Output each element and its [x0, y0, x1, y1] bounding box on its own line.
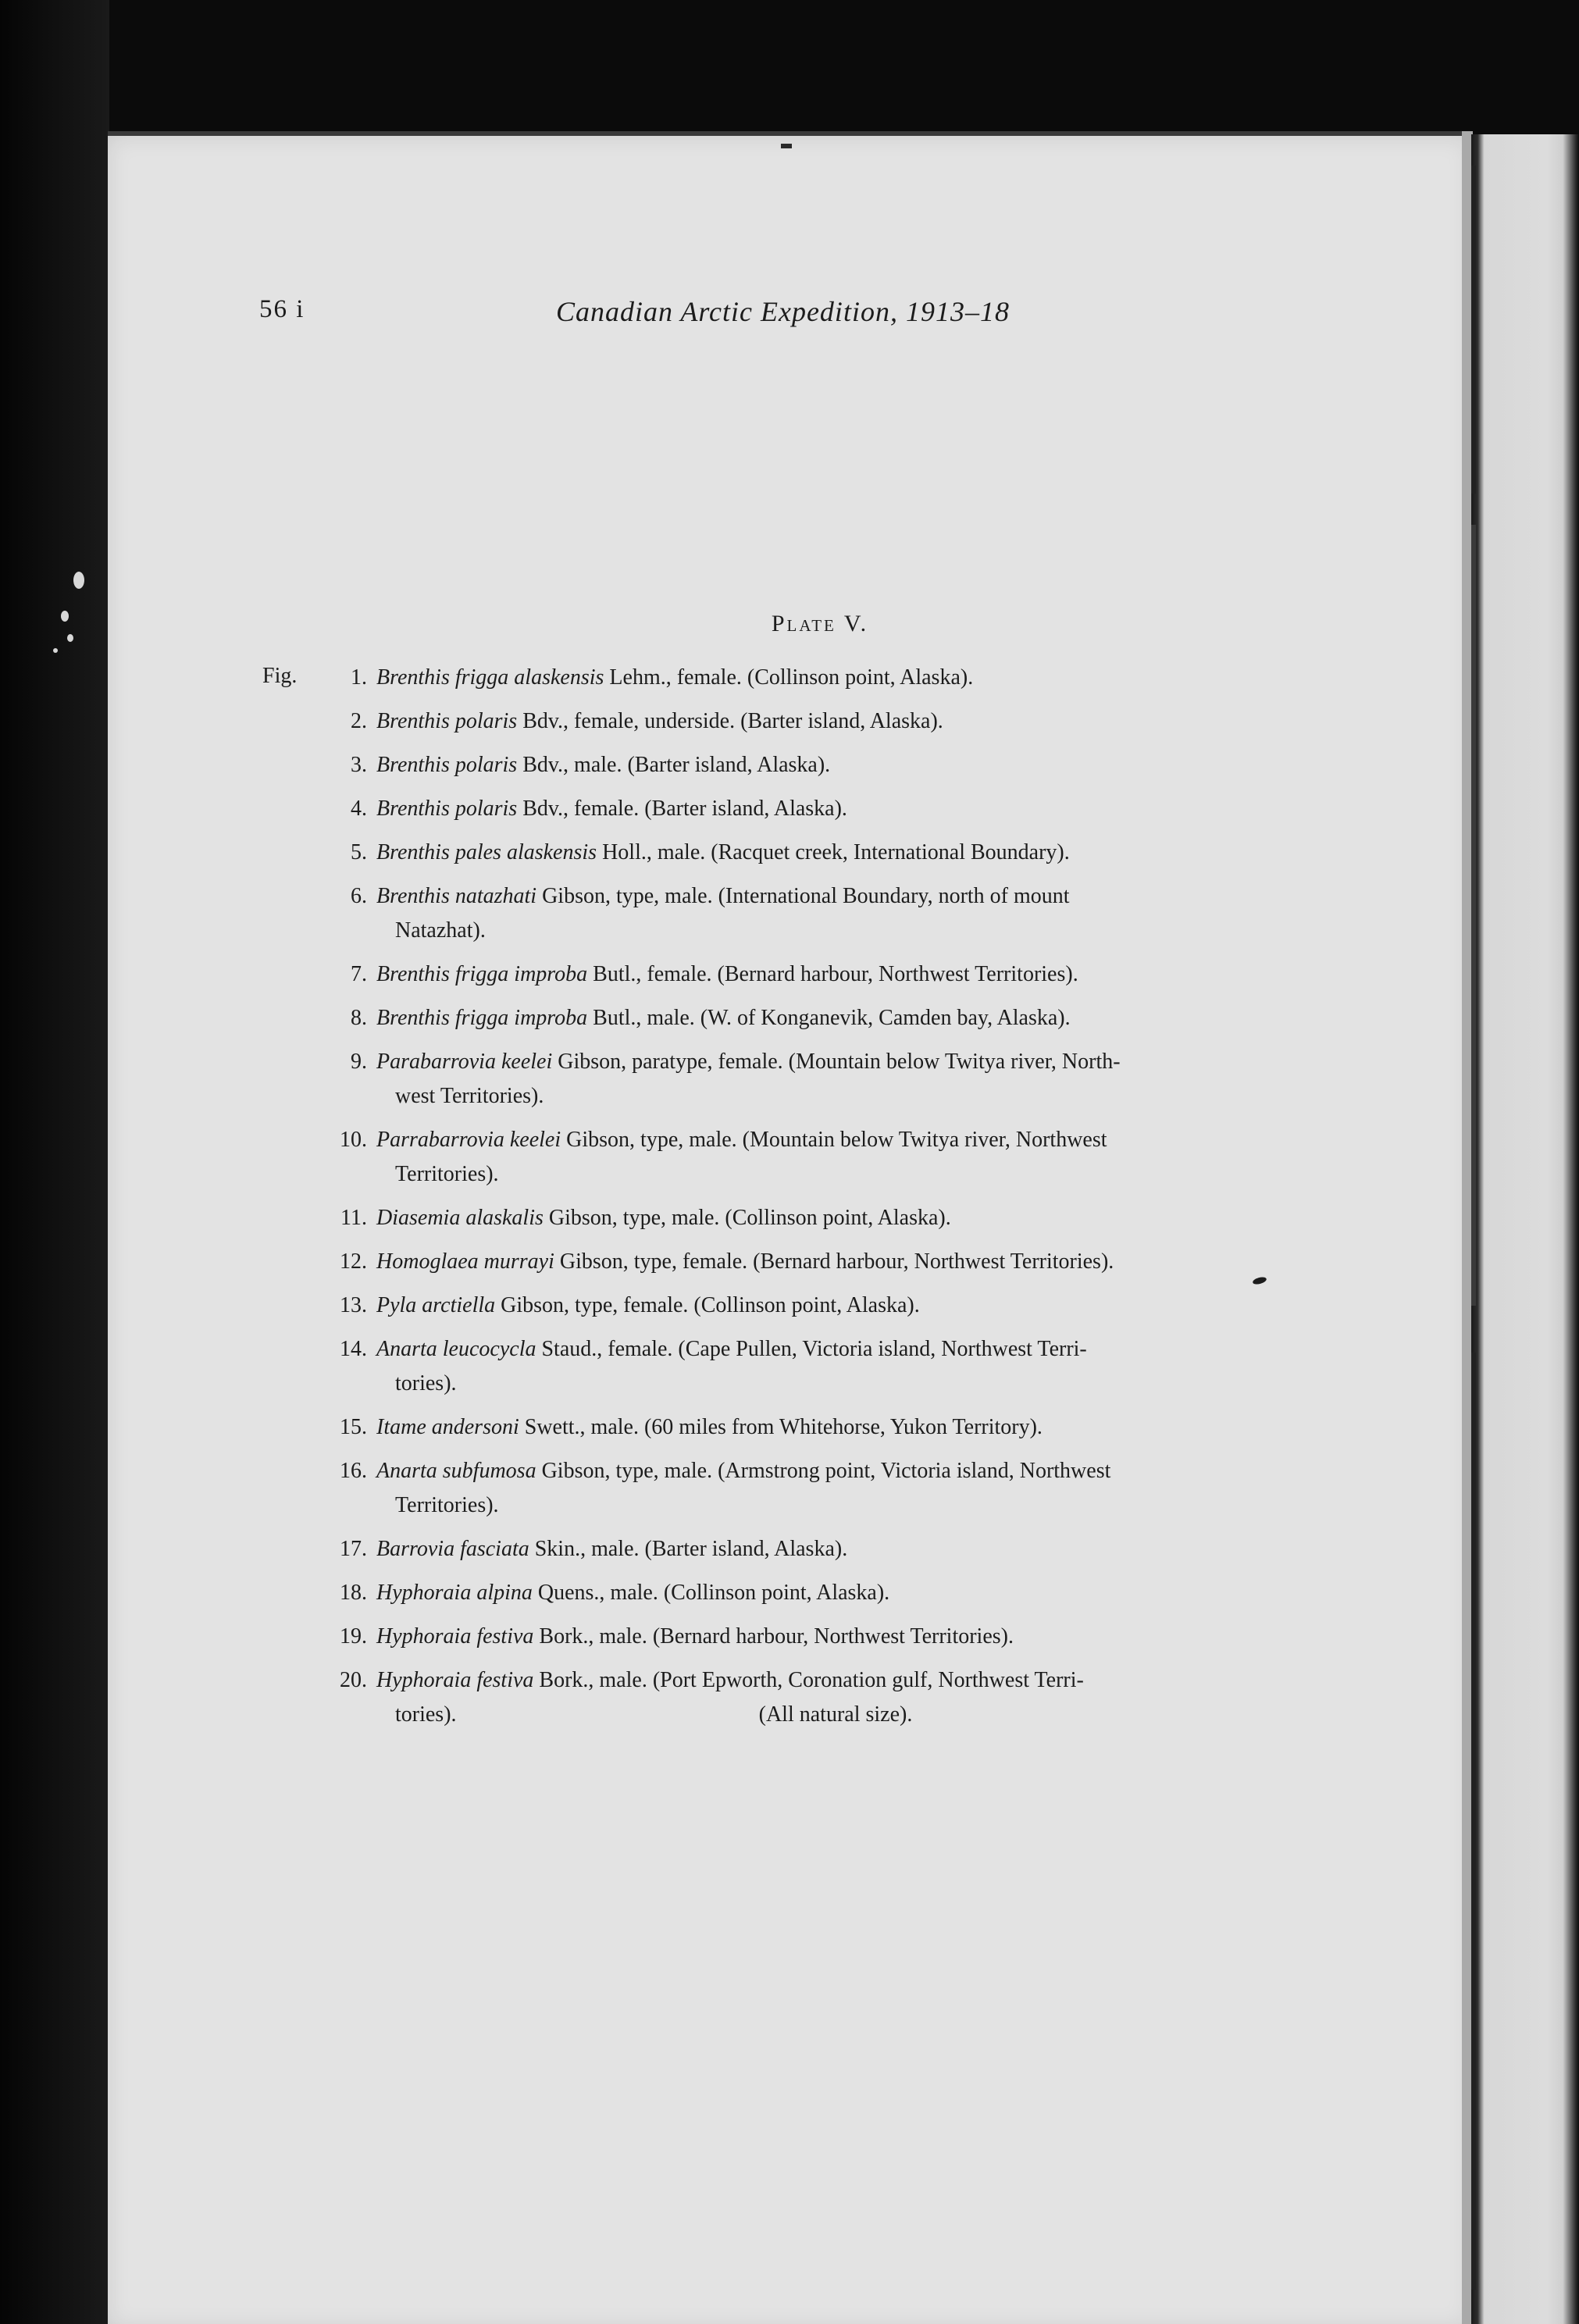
- figure-entry: [320, 1576, 1382, 1610]
- scan-speck: [73, 572, 84, 589]
- figure-number: 4.: [351, 797, 367, 821]
- figure-number: 17.: [340, 1537, 367, 1561]
- figure-description: [376, 704, 1382, 739]
- specimen-details: Bork., male. (Port Epworth, Coronation gulf, Northwest Terri-: [533, 1668, 1084, 1692]
- figure-number: 15.: [340, 1415, 367, 1439]
- figure-description: [376, 1123, 1382, 1192]
- figure-entry: [320, 1332, 1382, 1401]
- species-name: Homoglaea murrayi: [376, 1249, 554, 1274]
- species-name: Pyla arctiella: [376, 1293, 496, 1317]
- species-name: Brenthis polaris: [376, 709, 518, 733]
- figure-number: 9.: [351, 1050, 367, 1074]
- specimen-details: Butl., female. (Bernard harbour, Northwest Territories).: [587, 962, 1078, 986]
- figure-number: 7.: [351, 962, 367, 986]
- figure-number: 10.: [340, 1128, 367, 1152]
- figure-entry: [320, 1001, 1382, 1035]
- specimen-details: Quens., male. (Collinson point, Alaska).: [532, 1581, 890, 1605]
- specimen-details: Swett., male. (60 miles from Whitehorse, Yukon Territory).: [519, 1415, 1043, 1439]
- figure-entry: [320, 1289, 1382, 1323]
- figure-entry: [320, 1454, 1382, 1523]
- figure-entry: [320, 1245, 1382, 1279]
- page-number: 56 i: [259, 295, 305, 323]
- species-name: Brenthis natazhati: [376, 884, 537, 908]
- figure-description: [376, 1001, 1382, 1035]
- species-name: Brenthis frigga improba: [376, 962, 588, 986]
- figure-description: [376, 836, 1382, 870]
- specimen-details-continued: tories).: [395, 1371, 457, 1395]
- figure-description: [376, 1332, 1382, 1401]
- specimen-details: Bdv., female, underside. (Barter island, Alaska).: [517, 709, 943, 733]
- species-name: Hyphoraia festiva: [376, 1624, 534, 1649]
- specimen-details: Bdv., male. (Barter island, Alaska).: [517, 753, 831, 777]
- figure-entry: [320, 1532, 1382, 1567]
- species-name: Barrovia fasciata: [376, 1537, 529, 1561]
- figure-entry: [320, 957, 1382, 992]
- plate-title: Plate V.: [771, 611, 869, 636]
- figure-entry: [320, 836, 1382, 870]
- figure-number: 5.: [351, 840, 367, 864]
- figure-entry: [320, 748, 1382, 782]
- species-name: Anarta leucocycla: [376, 1337, 536, 1361]
- figure-description: [376, 957, 1382, 992]
- specimen-details: Gibson, paratype, female. (Mountain below Twitya river, North-: [552, 1050, 1121, 1074]
- species-name: Brenthis frigga improba: [376, 1006, 588, 1030]
- specimen-details: Butl., male. (W. of Konganevik, Camden bay, Alaska).: [587, 1006, 1071, 1030]
- figure-entry: [320, 661, 1382, 695]
- figure-description: [376, 1201, 1382, 1235]
- specimen-details: Gibson, type, female. (Collinson point, Alaska).: [495, 1293, 920, 1317]
- scan-speck: [53, 648, 58, 653]
- figure-description: [376, 1410, 1382, 1445]
- specimen-details: Bork., male. (Bernard harbour, Northwest Territories).: [533, 1624, 1014, 1649]
- specimen-details: Gibson, type, male. (Collinson point, Alaska).: [543, 1206, 951, 1230]
- figure-description: [376, 1289, 1382, 1323]
- figure-description: [376, 748, 1382, 782]
- figure-entry: [320, 792, 1382, 826]
- figure-entry: [320, 1410, 1382, 1445]
- figure-description: [376, 1045, 1382, 1114]
- figure-entry: [320, 704, 1382, 739]
- specimen-details: Skin., male. (Barter island, Alaska).: [529, 1537, 848, 1561]
- figure-description: [376, 879, 1382, 948]
- figure-description: [376, 1620, 1382, 1654]
- figure-number: 6.: [351, 884, 367, 908]
- figure-entry: [320, 1123, 1382, 1192]
- specimen-details-continued: Territories).: [395, 1493, 499, 1517]
- specimen-details: Gibson, type, male. (International Boundary, north of mount: [536, 884, 1070, 908]
- figure-description: [376, 1576, 1382, 1610]
- figure-number: 16.: [340, 1459, 367, 1483]
- specimen-details: Gibson, type, male. (Mountain below Twitya river, Northwest: [561, 1128, 1107, 1152]
- specimen-details: Holl., male. (Racquet creek, International Boundary).: [597, 840, 1070, 864]
- species-name: Hyphoraia alpina: [376, 1581, 533, 1605]
- figure-entry: [320, 1045, 1382, 1114]
- facing-page-edge: [1471, 134, 1579, 2324]
- figure-description: [376, 792, 1382, 826]
- species-name: Parabarrovia keelei: [376, 1050, 553, 1074]
- figure-number: 14.: [340, 1337, 367, 1361]
- specimen-details-continued: Natazhat).: [395, 918, 486, 943]
- figure-entry: [320, 1201, 1382, 1235]
- specimen-details: Bdv., female. (Barter island, Alaska).: [517, 797, 847, 821]
- specimen-details-continued: tories).: [395, 1702, 457, 1727]
- species-name: Brenthis frigga alaskensis: [376, 665, 604, 690]
- species-name: Itame andersoni: [376, 1415, 519, 1439]
- species-name: Parrabarrovia keelei: [376, 1128, 561, 1152]
- fig-label: Fig.: [262, 664, 298, 688]
- specimen-details: Lehm., female. (Collinson point, Alaska).: [604, 665, 974, 690]
- figure-number: 19.: [340, 1624, 367, 1649]
- figure-number: 11.: [340, 1206, 367, 1230]
- specimen-details: Gibson, type, female. (Bernard harbour, Northwest Territories).: [554, 1249, 1114, 1274]
- left-scan-margin: [0, 0, 109, 2324]
- figure-description: [376, 661, 1382, 695]
- figure-number: 18.: [340, 1581, 367, 1605]
- specimen-details: Gibson, type, male. (Armstrong point, Victoria island, Northwest: [536, 1459, 1111, 1483]
- specimen-details-continued: west Territories).: [395, 1084, 544, 1108]
- figure-number: 1.: [351, 665, 367, 690]
- figure-description: [376, 1245, 1382, 1279]
- species-name: Anarta subfumosa: [376, 1459, 536, 1483]
- figure-number: 8.: [351, 1006, 367, 1030]
- figure-entry: [320, 879, 1382, 948]
- species-name: Brenthis polaris: [376, 753, 518, 777]
- figure-number: 3.: [351, 753, 367, 777]
- scan-mark: [781, 144, 792, 148]
- species-name: Hyphoraia festiva: [376, 1668, 534, 1692]
- figure-description: [376, 1454, 1382, 1523]
- figure-description: [376, 1532, 1382, 1567]
- figure-number: 2.: [351, 709, 367, 733]
- footer-note: (All natural size).: [758, 1702, 913, 1727]
- species-name: Diasemia alaskalis: [376, 1206, 544, 1230]
- figure-entry: [320, 1620, 1382, 1654]
- species-name: Brenthis polaris: [376, 797, 518, 821]
- figure-number: 20.: [340, 1668, 367, 1692]
- species-name: Brenthis pales alaskensis: [376, 840, 597, 864]
- specimen-details: Staud., female. (Cape Pullen, Victoria island, Northwest Terri-: [536, 1337, 1087, 1361]
- figure-number: 12.: [340, 1249, 367, 1274]
- figure-number: 13.: [340, 1293, 367, 1317]
- page-header: [0, 295, 1579, 334]
- specimen-details-continued: Territories).: [395, 1162, 499, 1186]
- running-title: Canadian Arctic Expedition, 1913–18: [556, 296, 1010, 327]
